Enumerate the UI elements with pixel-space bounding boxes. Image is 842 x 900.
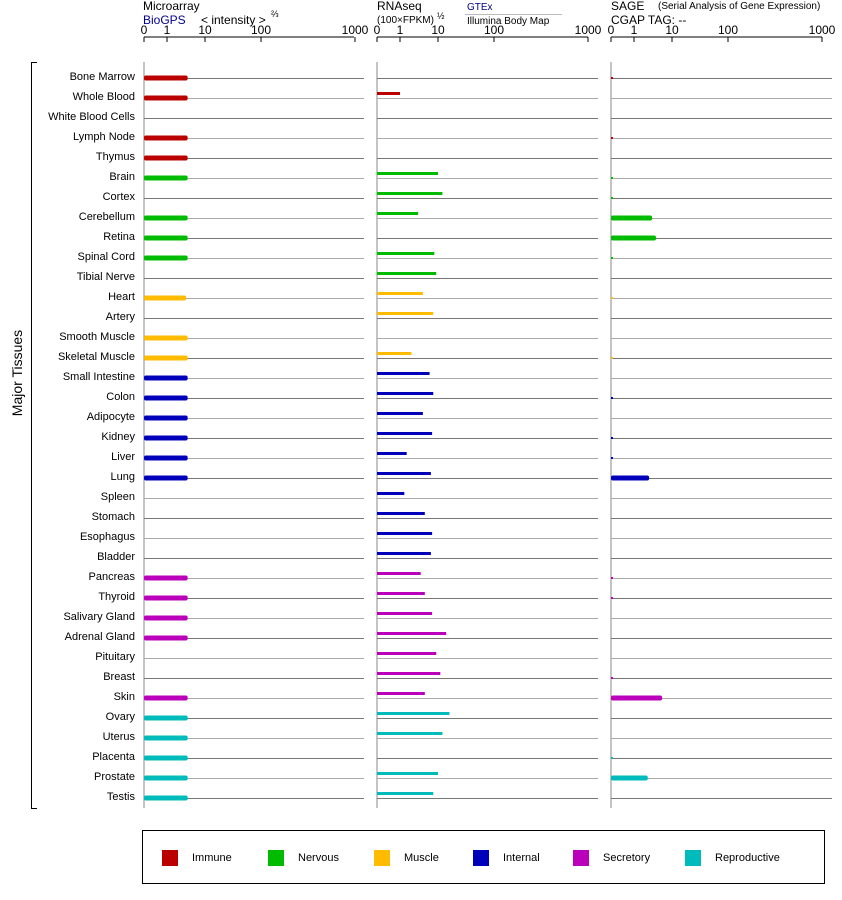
sage-bar bbox=[611, 177, 613, 179]
microarray-bar bbox=[144, 796, 188, 801]
rnaseq-bar bbox=[377, 432, 432, 435]
rnaseq-bar bbox=[377, 192, 442, 195]
tick-label: 1000 bbox=[574, 23, 602, 37]
legend-label: Internal bbox=[503, 852, 540, 864]
cgap-tag: CGAP TAG: -- bbox=[611, 13, 687, 27]
microarray-bar bbox=[144, 216, 188, 221]
biogps-link[interactable]: BioGPS bbox=[143, 13, 186, 27]
microarray-title: Microarray bbox=[143, 0, 200, 13]
microarray-bar bbox=[144, 256, 188, 261]
microarray-bar bbox=[144, 416, 188, 421]
tissue-label: Adrenal Gland bbox=[64, 631, 135, 643]
sage-bar bbox=[611, 677, 613, 679]
tick-label: 0 bbox=[373, 23, 381, 37]
tissue-label: Kidney bbox=[101, 431, 135, 443]
rnaseq-bar bbox=[377, 592, 425, 595]
tissue-bracket bbox=[31, 62, 37, 809]
fpkm-label: (100×FPKM) bbox=[377, 15, 434, 26]
rnaseq-bar bbox=[377, 212, 418, 215]
rnaseq-bar bbox=[377, 692, 425, 695]
microarray-bar bbox=[144, 236, 188, 241]
tissue-label: Thyroid bbox=[98, 591, 135, 603]
microarray-bar bbox=[144, 96, 188, 101]
tissue-label: Colon bbox=[106, 391, 135, 403]
microarray-bar bbox=[144, 756, 188, 761]
sage-bar bbox=[611, 696, 662, 701]
intensity-label: < intensity > bbox=[201, 13, 266, 27]
rnaseq-bar bbox=[377, 572, 421, 575]
tissue-label: Salivary Gland bbox=[63, 611, 135, 623]
sage-bar bbox=[611, 476, 649, 481]
sage-bar bbox=[611, 776, 648, 781]
tissue-label: Esophagus bbox=[79, 531, 135, 543]
microarray-bar bbox=[144, 356, 188, 361]
tissue-label: Skin bbox=[113, 691, 135, 703]
rnaseq-bar bbox=[377, 672, 440, 675]
sage-subtitle: (Serial Analysis of Gene Expression) bbox=[658, 1, 821, 12]
rnaseq-bar bbox=[377, 712, 449, 715]
gtex-link[interactable]: GTEx bbox=[467, 2, 493, 13]
rnaseq-bar bbox=[377, 352, 411, 355]
rnaseq-bar bbox=[377, 412, 423, 415]
rnaseq-bar bbox=[377, 532, 432, 535]
tissue-label: Breast bbox=[103, 671, 135, 683]
rnaseq-bar bbox=[377, 372, 430, 375]
microarray-bar bbox=[144, 396, 188, 401]
legend-swatch-reproductive bbox=[685, 850, 701, 866]
sage-bar bbox=[611, 77, 613, 79]
legend-label: Reproductive bbox=[715, 852, 780, 864]
microarray-bar bbox=[144, 376, 188, 381]
sage-bar bbox=[611, 197, 613, 199]
rnaseq-bar bbox=[377, 272, 436, 275]
sage-bar bbox=[611, 577, 613, 579]
legend-item-immune bbox=[162, 850, 232, 866]
tick-label: 0 bbox=[607, 23, 615, 37]
sage-bar bbox=[611, 357, 613, 359]
tick-label: 100 bbox=[717, 23, 739, 37]
tissue-label: Testis bbox=[106, 791, 135, 803]
sage-bar bbox=[611, 137, 613, 139]
rnaseq-bar bbox=[377, 512, 425, 515]
legend-label: Nervous bbox=[298, 852, 339, 864]
legend-item-nervous bbox=[268, 850, 339, 866]
tissue-label: Brain bbox=[109, 171, 135, 183]
tick-label: 1000 bbox=[808, 23, 836, 37]
legend-swatch-nervous bbox=[268, 850, 284, 866]
rnaseq-bar bbox=[377, 452, 407, 455]
rnaseq-bar bbox=[377, 172, 438, 175]
microarray-bar bbox=[144, 176, 188, 181]
tick-label: 1 bbox=[396, 23, 404, 37]
rnaseq-bar bbox=[377, 652, 436, 655]
intensity-exponent: ⅔ bbox=[271, 9, 279, 19]
microarray-bar bbox=[144, 596, 188, 601]
sage-bar bbox=[611, 457, 613, 459]
microarray-bar bbox=[144, 476, 188, 481]
sage-bar bbox=[611, 216, 652, 221]
microarray-bar bbox=[144, 156, 188, 161]
tissue-label: Retina bbox=[103, 231, 135, 243]
microarray-bar bbox=[144, 456, 188, 461]
microarray-bar bbox=[144, 576, 188, 581]
rnaseq-bar bbox=[377, 92, 400, 95]
tissue-label: Heart bbox=[108, 291, 135, 303]
microarray-bar bbox=[144, 636, 188, 641]
microarray-bar bbox=[144, 696, 188, 701]
microarray-bar bbox=[144, 736, 188, 741]
sage-title: SAGE bbox=[611, 0, 645, 13]
tick-label: 0 bbox=[140, 23, 148, 37]
tissue-label: Bladder bbox=[97, 551, 135, 563]
legend-item-secretory bbox=[573, 850, 650, 866]
rnaseq-bar bbox=[377, 292, 423, 295]
tick-label: 1 bbox=[630, 23, 638, 37]
tissue-label: Spleen bbox=[100, 491, 135, 503]
sage-bar bbox=[611, 236, 656, 241]
tissue-label: Adipocyte bbox=[86, 411, 135, 423]
tick-label: 1000 bbox=[341, 23, 369, 37]
legend-swatch-secretory bbox=[573, 850, 589, 866]
tissue-label: Lung bbox=[110, 471, 135, 483]
tissue-label: Uterus bbox=[102, 731, 135, 743]
tick-label: 10 bbox=[665, 23, 679, 37]
tissue-label: Prostate bbox=[94, 771, 135, 783]
tissue-label: Cortex bbox=[102, 191, 135, 203]
tissue-label: Spinal Cord bbox=[77, 251, 135, 263]
tissue-label: Liver bbox=[111, 451, 135, 463]
tissue-label: Skeletal Muscle bbox=[57, 351, 135, 363]
sage-bar bbox=[611, 257, 613, 259]
rnaseq-bar bbox=[377, 552, 431, 555]
tissue-label: Cerebellum bbox=[78, 211, 135, 223]
legend-item-internal bbox=[473, 850, 540, 866]
rnaseq-bar bbox=[377, 772, 438, 775]
legend-swatch-internal bbox=[473, 850, 489, 866]
tissue-label: Placenta bbox=[92, 751, 135, 763]
rnaseq-bar bbox=[377, 632, 446, 635]
body-map-link[interactable]: Illumina Body Map bbox=[467, 16, 550, 27]
tissue-label: Tibial Nerve bbox=[76, 271, 135, 283]
tissue-label: White Blood Cells bbox=[48, 111, 135, 123]
legend-label: Muscle bbox=[404, 852, 439, 864]
rnaseq-bar bbox=[377, 492, 404, 495]
microarray-bar bbox=[144, 296, 186, 301]
microarray-bar bbox=[144, 716, 188, 721]
tissue-label: Ovary bbox=[105, 711, 135, 723]
sage-bar bbox=[611, 597, 613, 599]
tick-label: 10 bbox=[431, 23, 445, 37]
rnaseq-bar bbox=[377, 472, 431, 475]
tick-label: 1 bbox=[163, 23, 171, 37]
microarray-bar bbox=[144, 136, 188, 141]
rnaseq-bar bbox=[377, 792, 433, 795]
legend-label: Secretory bbox=[603, 852, 651, 864]
legend-swatch-muscle bbox=[374, 850, 390, 866]
tissue-label: Lymph Node bbox=[73, 131, 135, 143]
tissue-label: Bone Marrow bbox=[69, 71, 135, 83]
sage-bar bbox=[611, 297, 613, 299]
sage-bar bbox=[611, 757, 613, 759]
tick-label: 10 bbox=[198, 23, 212, 37]
sage-bar bbox=[611, 437, 613, 439]
major-tissues-label: Major Tissues bbox=[9, 329, 25, 417]
tissue-label: Small Intestine bbox=[62, 371, 135, 383]
microarray-bar bbox=[144, 336, 188, 341]
rnaseq-bar bbox=[377, 312, 433, 315]
microarray-bar bbox=[144, 616, 188, 621]
legend-swatch-immune bbox=[162, 850, 178, 866]
microarray-bar bbox=[144, 76, 188, 81]
legend-item-muscle bbox=[374, 850, 439, 866]
rnaseq-bar bbox=[377, 252, 434, 255]
tissue-label: Pancreas bbox=[88, 571, 135, 583]
microarray-bar bbox=[144, 436, 188, 441]
rnaseq-bar bbox=[377, 732, 442, 735]
legend-item-reproductive bbox=[685, 850, 780, 866]
tick-label: 100 bbox=[250, 23, 272, 37]
tissue-label: Pituitary bbox=[95, 651, 135, 663]
tissue-label: Artery bbox=[105, 311, 135, 323]
tissue-label: Stomach bbox=[91, 511, 135, 523]
tissue-label: Whole Blood bbox=[72, 91, 135, 103]
legend bbox=[142, 830, 825, 884]
sage-bar bbox=[611, 397, 613, 399]
rnaseq-bar bbox=[377, 612, 432, 615]
tissue-label: Thymus bbox=[95, 151, 135, 163]
rnaseq-bar bbox=[377, 392, 433, 395]
tick-label: 100 bbox=[483, 23, 505, 37]
fpkm-exponent: ½ bbox=[437, 11, 445, 21]
rnaseq-title: RNAseq bbox=[377, 0, 422, 13]
tissue-label: Smooth Muscle bbox=[59, 331, 135, 343]
legend-label: Immune bbox=[192, 852, 232, 864]
microarray-bar bbox=[144, 776, 188, 781]
